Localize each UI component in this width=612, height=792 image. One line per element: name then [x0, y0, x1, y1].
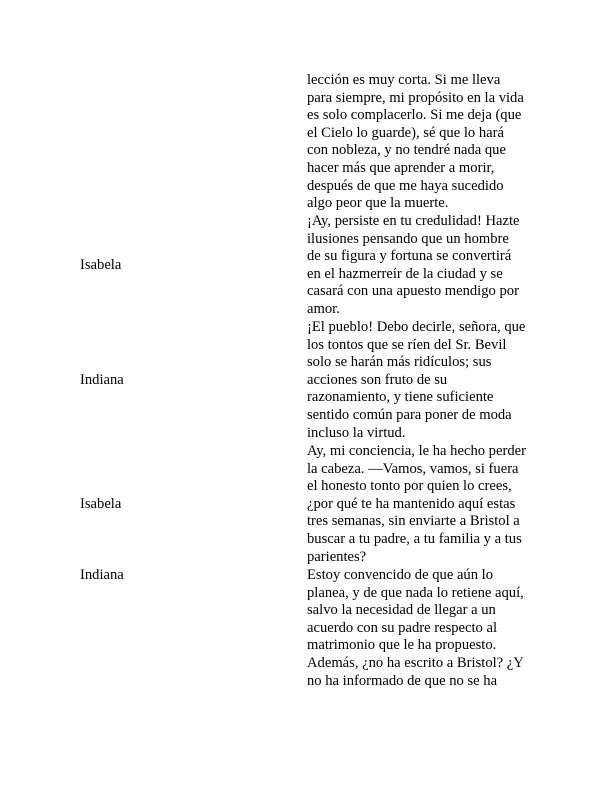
dialogue-line: no ha informado de que no se ha — [307, 672, 498, 689]
dialogue-line: para siempre, mi propósito en la vida — [307, 89, 524, 106]
speaker-name: Isabela — [80, 496, 122, 512]
dialogue-line: matrimonio que le ha propuesto. — [307, 637, 497, 654]
dialogue-line: incluso la virtud. — [307, 424, 406, 441]
dialogue-line: el honesto tonto por quien lo crees, — [307, 478, 512, 495]
dialogue-line: la cabeza. —Vamos, vamos, si fuera — [307, 460, 519, 477]
dialogue-line: solo se harán más ridículos; sus — [307, 354, 492, 371]
dialogue-line: Ay, mi conciencia, le ha hecho perder — [307, 443, 526, 459]
dialogue-line: después de que me haya sucedido — [307, 177, 504, 194]
dialogue-line: acciones son fruto de su — [307, 371, 448, 388]
dialogue-line: ilusiones pensando que un hombre — [307, 230, 509, 247]
dialogue-line: los tontos que se ríen del Sr. Bevil — [307, 336, 507, 353]
dialogue-line: lección es muy corta. Si me lleva — [307, 72, 501, 88]
dialogue-line: tres semanas, sin enviarte a Bristol a — [307, 513, 520, 530]
dialogue-line: hacer más que aprender a morir, — [307, 160, 495, 176]
dialogue-line: de su figura y fortuna se convertirá — [307, 248, 512, 265]
dialogue-line: sentido común para poner de moda — [307, 407, 512, 423]
speaker-name: Indiana — [80, 567, 124, 583]
dialogue-line: razonamiento, y tiene suficiente — [307, 389, 494, 406]
dialogue-line: parientes? — [307, 548, 367, 565]
dialogue-line: casará con una apuesto mendigo por — [307, 283, 519, 300]
dialogue-line: ¡Ay, persiste en tu credulidad! Hazte — [307, 213, 520, 229]
dialogue-line: algo peor que la muerte. — [307, 195, 449, 212]
dialogue-line: salvo la necesidad de llegar a un — [307, 602, 496, 619]
dialogue-line: amor. — [307, 301, 340, 317]
dialogue-line: con nobleza, y no tendré nada que — [307, 142, 506, 159]
speaker-name: Indiana — [80, 372, 124, 388]
dialogue-line: planea, y de que nada lo retiene aquí, — [307, 584, 524, 601]
dialogue-line: el Cielo lo guarde), sé que lo hará — [307, 124, 504, 141]
dialogue-line: Estoy convencido de que aún lo — [307, 567, 494, 583]
dialogue-line: acuerdo con su padre respecto al — [307, 619, 498, 636]
dialogue-line: es solo complacerlo. Si me deja (que — [307, 107, 522, 124]
dialogue-line: buscar a tu padre, a tu familia y a tus — [307, 531, 522, 547]
speaker-name: Isabela — [80, 257, 122, 273]
dialogue-line: Además, ¿no ha escrito a Bristol? ¿Y — [307, 655, 524, 671]
dialogue-line: en el hazmerreír de la ciudad y se — [307, 265, 503, 282]
dialogue-line: ¡El pueblo! Debo decirle, señora, que — [307, 319, 526, 335]
dialogue-line: ¿por qué te ha mantenido aquí estas — [307, 495, 516, 512]
